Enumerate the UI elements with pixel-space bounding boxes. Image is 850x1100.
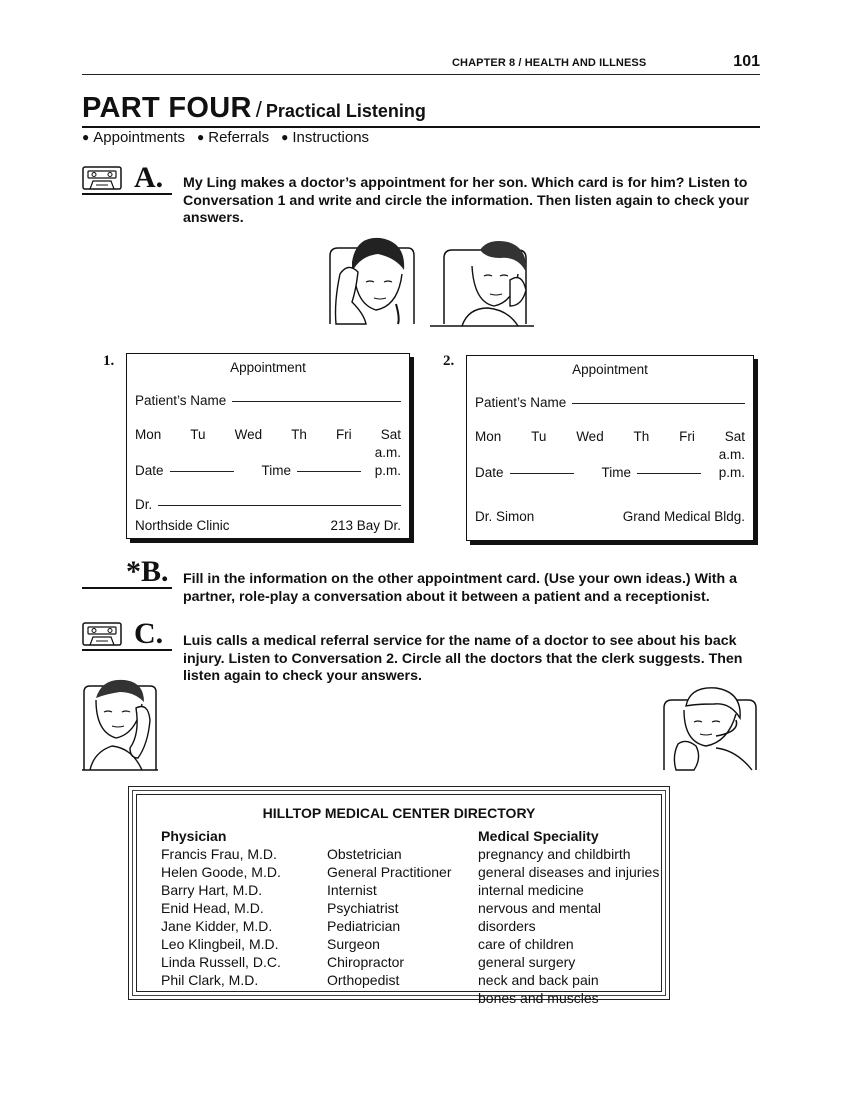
appointment-card-2 <box>466 355 754 541</box>
man-on-phone-left-illustration <box>82 674 158 772</box>
day-option[interactable]: Th <box>633 429 650 444</box>
directory-inner-border <box>136 794 662 1006</box>
section-c-instruction: Luis calls a medical referral service for the name of a doctor to see about his back injury. Listen to Conversation 2. Circle all the doctors that the clerk suggests. Then listen again to check your answers. <box>183 633 743 684</box>
day-option[interactable]: Mon <box>475 429 502 444</box>
section-a-marker <box>82 163 172 195</box>
topic-item: ● Instructions <box>281 129 370 146</box>
time-label: Time <box>601 465 632 480</box>
day-option[interactable]: Sat <box>724 429 745 444</box>
title-header <box>327 827 452 845</box>
card-number-2: 2. <box>443 353 455 369</box>
patient-name-label: Patient’s Name <box>475 395 567 410</box>
physician-title: Chiropractor <box>327 954 405 970</box>
section-letter-a: A. <box>134 161 164 194</box>
clinic-name: Grand Medical Bldg. <box>622 509 745 524</box>
topic-item: ● Referrals <box>196 129 270 146</box>
clerk-with-headset-illustration <box>656 684 760 772</box>
day-option[interactable]: Tu <box>531 429 547 444</box>
section-b-marker <box>82 557 172 589</box>
section-letter-b: *B. <box>126 555 169 588</box>
physician-header: Physician <box>161 828 227 844</box>
patient-name-row <box>475 395 745 410</box>
physician-title: Pediatrician <box>327 918 401 934</box>
doctor-row <box>135 497 401 512</box>
woman-on-phone-illustration <box>326 232 416 328</box>
physician-name[interactable]: Francis Frau, M.D. <box>161 846 277 862</box>
speciality: bones and muscles <box>478 990 599 1006</box>
physician-title: Obstetrician <box>327 846 402 862</box>
topic-item: ● Appointments <box>82 129 185 146</box>
doctor-label: Dr. <box>135 497 153 512</box>
bullet-icon: ● <box>82 130 90 144</box>
speciality-column <box>478 827 661 1007</box>
day-option[interactable]: Th <box>291 427 307 442</box>
physician-name[interactable]: Phil Clark, M.D. <box>161 972 259 988</box>
directory-title: HILLTOP MEDICAL CENTER DIRECTORY <box>262 805 536 821</box>
speciality: internal medicine <box>478 882 584 898</box>
day-option[interactable]: Sat <box>380 427 401 442</box>
doctor-blank[interactable] <box>158 504 401 506</box>
topic-list <box>82 129 375 146</box>
running-header <box>82 52 760 75</box>
physician-title: Surgeon <box>327 936 380 952</box>
speciality: pregnancy and childbirth <box>478 846 631 862</box>
speciality: general surgery <box>478 954 576 970</box>
card-footer <box>475 509 745 524</box>
appointment-card-1 <box>126 353 410 539</box>
card-title: Appointment <box>230 360 306 375</box>
day-option[interactable]: Wed <box>234 427 263 442</box>
doctor-name: Dr. Simon <box>475 509 535 524</box>
part-slash: / <box>255 97 262 122</box>
section-b-instruction: Fill in the information on the other appointment card. (Use your own ideas.) With a partner, role-play a conversation about it between a patient and a receptionist. <box>183 571 737 605</box>
day-option[interactable]: Tu <box>190 427 206 442</box>
time-blank[interactable] <box>297 471 361 472</box>
physician-name[interactable]: Barry Hart, M.D. <box>161 882 263 898</box>
date-blank[interactable] <box>510 473 574 474</box>
day-option[interactable]: Wed <box>576 429 604 444</box>
clinic-address: 213 Bay Dr. <box>330 518 401 533</box>
card-title: Appointment <box>572 362 648 377</box>
directory-border <box>132 790 666 1006</box>
physician-title: General Practitioner <box>327 864 452 880</box>
speciality: neck and back pain <box>478 972 599 988</box>
day-options <box>135 427 401 442</box>
medical-directory <box>128 786 670 1006</box>
pm-option[interactable]: p.m. <box>718 465 745 480</box>
am-option[interactable]: a.m. <box>718 447 745 462</box>
physician-name[interactable]: Helen Goode, M.D. <box>161 864 281 880</box>
date-blank[interactable] <box>170 471 234 472</box>
day-options <box>475 429 745 444</box>
speciality-header: Medical Speciality <box>478 828 599 844</box>
speciality: general diseases and injuries <box>478 864 660 880</box>
part-label: PART FOUR <box>82 92 252 124</box>
clinic-name: Northside Clinic <box>135 518 230 533</box>
section-letter-c: C. <box>134 617 164 650</box>
bullet-icon: ● <box>281 130 289 144</box>
patient-name-blank[interactable] <box>572 402 745 404</box>
bullet-icon: ● <box>196 130 205 144</box>
page-number: 101 <box>733 53 760 70</box>
am-pm-options <box>719 446 745 482</box>
cassette-tape-icon <box>82 166 122 190</box>
am-option[interactable]: a.m. <box>374 445 401 460</box>
patient-name-blank[interactable] <box>232 400 401 402</box>
time-label: Time <box>261 463 292 478</box>
physician-name[interactable]: Jane Kidder, M.D. <box>161 918 273 934</box>
pm-option[interactable]: p.m. <box>374 463 401 478</box>
date-time-row <box>475 465 707 480</box>
patient-name-row <box>135 393 401 408</box>
am-pm-options <box>375 444 401 480</box>
time-blank[interactable] <box>637 473 701 474</box>
card-number-1: 1. <box>103 353 115 369</box>
physician-column <box>161 827 281 989</box>
physician-name[interactable]: Linda Russell, D.C. <box>161 954 281 970</box>
part-subtitle: Practical Listening <box>265 101 426 121</box>
speciality: nervous and mental disorders <box>478 900 601 934</box>
physician-name[interactable]: Enid Head, M.D. <box>161 900 264 916</box>
section-a-instruction: My Ling makes a doctor’s appointment for her son. Which card is for him? Listen to Conversation 1 and write and circle the information. Then listen again to check your answers. <box>183 175 750 226</box>
patient-name-label: Patient’s Name <box>135 393 227 408</box>
date-label: Date <box>135 463 164 478</box>
physician-title: Orthopedist <box>327 972 400 988</box>
chapter-title: CHAPTER 8 / HEALTH AND ILLNESS <box>452 57 647 69</box>
man-on-phone-illustration <box>428 236 536 328</box>
date-time-row <box>135 463 367 478</box>
physician-title: Psychiatrist <box>327 900 399 916</box>
speciality: care of children <box>478 936 574 952</box>
date-label: Date <box>475 465 504 480</box>
part-heading <box>82 92 760 128</box>
physician-name[interactable]: Leo Klingbeil, M.D. <box>161 936 279 952</box>
day-option[interactable]: Mon <box>135 427 162 442</box>
title-column <box>327 827 452 989</box>
card-footer <box>135 518 401 533</box>
section-c-marker <box>82 619 172 651</box>
day-option[interactable]: Fri <box>679 429 695 444</box>
physician-title: Internist <box>327 882 377 898</box>
cassette-tape-icon <box>82 622 122 646</box>
day-option[interactable]: Fri <box>335 427 352 442</box>
